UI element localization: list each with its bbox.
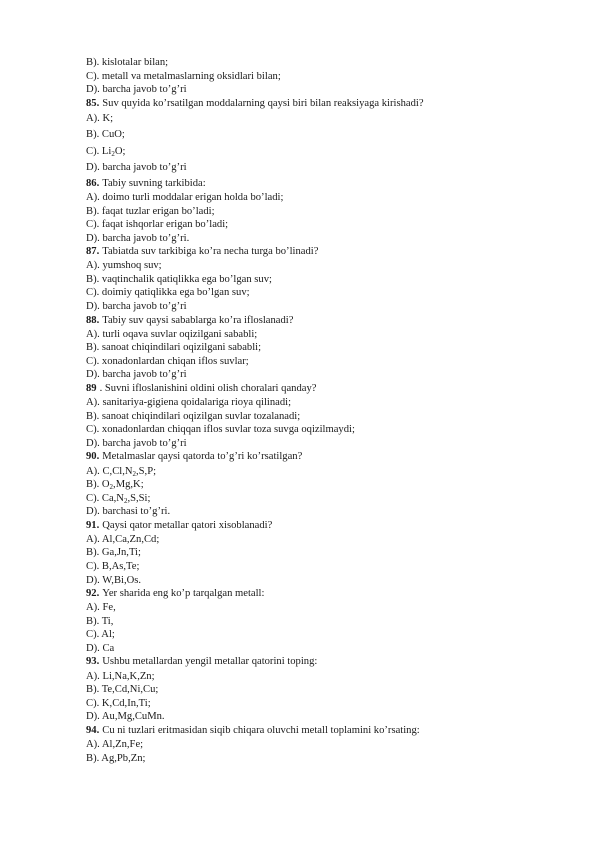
question-text: Yer sharida eng ko’p tarqalgan metall: [102, 588, 265, 600]
option-text: C). Ca,N [86, 492, 124, 504]
question-text: Tabiy suvning tarkibida: [102, 177, 206, 189]
subscript: 2 [111, 149, 115, 158]
option-text: ,Mg,K; [113, 479, 144, 491]
question-text: Tabiy suv qaysi sabablarga ko’ra ifloslanadi? [102, 314, 294, 326]
question-text: Metalmaslar qaysi qatorda to’g’ri ko’rsatilgan? [102, 451, 303, 463]
question-text: Cu ni tuzlari eritmasidan siqib chiqara oluvchi metall toplamini ko’rsating: [102, 724, 420, 736]
answer-option: D). barcha javob to’g’ri [86, 162, 187, 174]
question-text: Ushbu metallardan yengil metallar qatorini toping: [102, 656, 318, 668]
answer-option: B). sanoat chiqindilari oqizilgan suvlar tozalanadi; [86, 410, 301, 422]
answer-option: D). Ca [86, 642, 115, 654]
answer-option: C). Al; [86, 629, 115, 641]
answer-option: D). barcha javob to’g’ri [86, 301, 187, 313]
answer-option: A). Li,Na,K,Zn; [86, 670, 155, 682]
answer-option: B). Ti, [86, 615, 114, 627]
question-number: 92. [86, 588, 100, 600]
answer-option: B). CuO; [86, 129, 125, 141]
answer-option [86, 505, 576, 519]
question-line [86, 450, 576, 464]
question-line [86, 245, 576, 259]
question-line [86, 519, 576, 533]
option-text: ,S,P; [136, 465, 157, 477]
answer-option: D). barcha javob to’g’ri [86, 369, 187, 381]
question-number: 91. [86, 519, 100, 531]
question-text: Tabiatda suv tarkibiga ko’ra necha turga bo’linadi? [102, 246, 319, 258]
question-line [86, 724, 576, 738]
question-line [86, 655, 576, 669]
question-number: 85. [86, 97, 100, 109]
answer-option: A). yumshoq suv; [86, 260, 162, 272]
question-text: . Suvni ifloslanishini oldini olish choralari qanday? [99, 382, 317, 394]
option-text: D). barchasi to’g’ri. [86, 506, 171, 518]
option-text: O; [114, 145, 126, 157]
answer-option: A). Al,Ca,Zn,Cd; [86, 533, 160, 545]
answer-option [86, 492, 576, 506]
answer-option: B). Ag,Pb,Zn; [86, 752, 146, 764]
answer-option: C). metall va metalmaslarning oksidlari bilan; [86, 70, 281, 82]
answer-option: B). sanoat chiqindilari oqizilgani sababli; [86, 342, 262, 354]
question-line [86, 587, 576, 601]
question-line [86, 314, 576, 328]
question-list [86, 56, 576, 765]
answer-option: B). vaqtinchalik qatiqlikka ega bo’lgan suv; [86, 273, 272, 285]
answer-option: C). xonadonlardan chiqqan iflos suvlar toza suvga oqizilmaydi; [86, 424, 355, 436]
question-number: 88. [86, 314, 100, 326]
option-text: ,S,Si; [127, 492, 151, 504]
answer-option: D). barcha javob to’g’ri. [86, 232, 190, 244]
question-line [86, 382, 576, 396]
question-number: 86. [86, 177, 100, 189]
answer-option: B). Ga,Jn,Ti; [86, 547, 141, 559]
question-number: 89 [86, 382, 97, 394]
answer-option: D). Au,Mg,CuMn. [86, 711, 165, 723]
question-line [86, 97, 576, 111]
answer-option [86, 144, 576, 161]
answer-option: B). kislotalar bilan; [86, 57, 169, 68]
answer-option: A). K; [86, 112, 114, 124]
subscript: 2 [132, 469, 136, 478]
option-text: A). C,Cl,N [86, 465, 133, 477]
question-number: 90. [86, 451, 100, 463]
answer-option: C). faqat ishqorlar erigan bo’ladi; [86, 219, 229, 231]
question-number: 94. [86, 724, 100, 736]
option-text: B). O [86, 479, 110, 491]
answer-option: C). K,Cd,In,Ti; [86, 697, 151, 709]
answer-option: C). xonadonlardan chiqan iflos suvlar; [86, 355, 249, 367]
answer-option: C). B,As,Te; [86, 560, 140, 572]
answer-option: D). barcha javob to’g’ri [86, 437, 187, 449]
answer-option: C). doimiy qatiqlikka ega bo’lgan suv; [86, 287, 250, 299]
answer-option: D). barcha javob to’g’ri [86, 84, 187, 96]
answer-option: B). Te,Cd,Ni,Cu; [86, 684, 159, 696]
question-text: Suv quyida ko’rsatilgan moddalarning qaysi biri bilan reaksiyaga kirishadi? [102, 97, 424, 109]
answer-option: A). sanitariya-gigiena qoidalariga rioya qilinadi; [86, 397, 292, 409]
answer-option: A). Al,Zn,Fe; [86, 739, 144, 751]
subscript: 2 [109, 483, 114, 492]
document-page [86, 56, 576, 765]
answer-option: A). turli oqava suvlar oqizilgani sababli; [86, 328, 258, 340]
option-text: C). Li [86, 145, 112, 157]
answer-option: A). Fe, [86, 602, 116, 614]
answer-option [86, 465, 576, 479]
question-number: 93. [86, 656, 100, 668]
answer-option: D). W,Bi,Os. [86, 574, 142, 586]
question-text: Qaysi qator metallar qatori xisoblanadi? [102, 519, 273, 531]
subscript: 2 [123, 496, 128, 505]
answer-option [86, 478, 576, 492]
question-number: 87. [86, 246, 100, 258]
question-line [86, 177, 576, 191]
answer-option: A). doimo turli moddalar erigan holda bo’ladi; [86, 192, 284, 204]
answer-option: B). faqat tuzlar erigan bo’ladi; [86, 205, 215, 217]
